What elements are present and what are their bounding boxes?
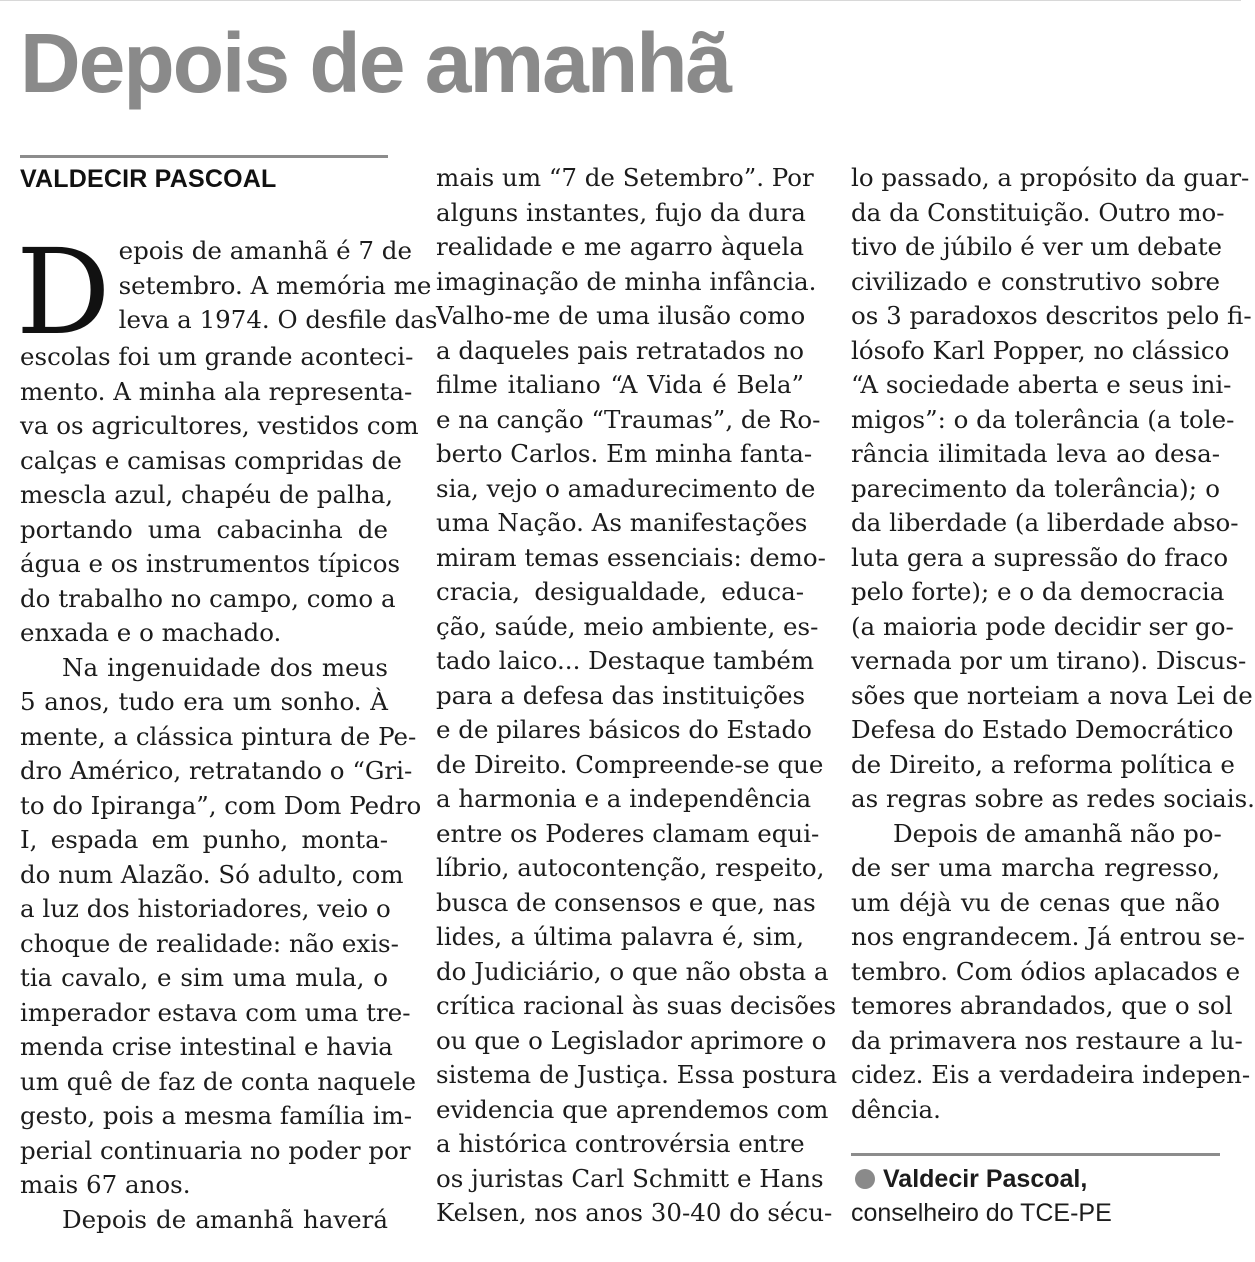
column-1: [16, 155, 438, 1237]
text-line: realidade e me agarro àquela: [436, 232, 804, 261]
text-line: mais um “7 de Setembro”. Por: [436, 163, 814, 192]
column-2: [436, 161, 838, 1231]
text-line: busca de consensos e que, nas: [436, 887, 816, 917]
text-line: dência.: [851, 1094, 941, 1124]
text-line: portando uma cabacinha de: [20, 514, 388, 544]
author-signature: [851, 1162, 1220, 1230]
text-line: parecimento da tolerância); o: [851, 473, 1220, 503]
text-line: um déjà vu de cenas que não: [851, 887, 1220, 917]
text-line: epois de amanhã é 7 de: [118, 236, 412, 265]
text-line: cracia, desigualdade, educa-: [436, 577, 804, 606]
byline-rule: [20, 155, 388, 158]
text-line: nos engrandecem. Já entrou se-: [851, 922, 1245, 951]
text-line: leva a 1974. O desfile das: [118, 305, 438, 334]
text-line: choque de realidade: não exis-: [20, 928, 399, 958]
text-line: evidencia que aprendemos com: [436, 1094, 829, 1124]
text-line: mento. A minha ala representa-: [20, 376, 413, 406]
text-line: (a maioria pode decidir ser go-: [851, 611, 1234, 641]
text-line: migos”: o da tolerância (a tole-: [851, 404, 1235, 434]
text-line: “A sociedade aberta e seus ini-: [851, 370, 1232, 399]
text-line: de Direito. Compreende-se que: [436, 749, 824, 779]
signature-rule: [851, 1153, 1220, 1156]
text-line: alguns instantes, fujo da dura: [436, 197, 806, 227]
text-line: calças e camisas compridas de: [20, 445, 402, 475]
text-line: crítica racional às suas decisões: [436, 991, 837, 1020]
text-line: setembro. A memória me: [118, 270, 432, 300]
signature-role: conselheiro do TCE-PE: [851, 1199, 1112, 1227]
text-line: berto Carlos. Em minha fanta-: [436, 439, 813, 468]
text-line: os 3 paradoxos descritos pelo fi-: [851, 301, 1252, 330]
text-line: e na canção “Traumas”, de Ro-: [436, 404, 821, 434]
text-line: ou que o Legislador aprimore o: [436, 1025, 827, 1055]
text-line: lósofo Karl Popper, no clássico: [851, 335, 1230, 365]
text-line: tia cavalo, e sim uma mula, o: [20, 963, 388, 992]
text-line: sões que norteiam a nova Lei de: [851, 680, 1253, 710]
text-line: to do Ipiranga”, com Dom Pedro: [20, 790, 422, 820]
text-line: civilizado e construtivo sobre: [851, 266, 1220, 296]
signature-name: Valdecir Pascoal,: [883, 1165, 1088, 1193]
drop-cap: D: [16, 223, 111, 361]
text-line: um quê de faz de conta naquele: [20, 1066, 417, 1096]
text-line: Na ingenuidade dos meus: [62, 652, 388, 682]
text-line: enxada e o machado.: [20, 618, 282, 647]
text-line: Kelsen, nos anos 30-40 do sécu-: [436, 1198, 833, 1227]
text-line: tivo de júbilo é ver um debate: [851, 232, 1223, 261]
text-line: Depois de amanhã haverá: [62, 1204, 388, 1234]
text-line: cidez. Eis a verdadeira indepen-: [851, 1060, 1251, 1089]
text-line: sia, vejo o amadurecimento de: [436, 473, 816, 503]
text-line: filme italiano “A Vida é Bela”: [436, 370, 804, 399]
text-line: de Direito, a reforma política e: [851, 749, 1235, 779]
text-line: do num Alazão. Só adulto, com: [20, 859, 404, 889]
text-line: gesto, pois a mesma família im-: [20, 1101, 413, 1130]
text-line: líbrio, autocontenção, respeito,: [436, 853, 825, 882]
text-line: Valho-me de uma ilusão como: [436, 301, 806, 330]
text-line: pelo forte); e o da democracia: [851, 577, 1225, 606]
text-line: perial continuaria no poder por: [20, 1135, 411, 1165]
text-line: água e os instrumentos típicos: [20, 549, 401, 578]
text-line: e de pilares básicos do Estado: [436, 715, 812, 744]
text-line: mente, a clássica pintura de Pe-: [20, 721, 417, 751]
text-line: os juristas Carl Schmitt e Hans: [436, 1163, 824, 1193]
text-line: tembro. Com ódios aplacados e: [851, 956, 1241, 986]
text-line: 5 anos, tudo era um sonho. À: [20, 687, 388, 716]
text-line: Depois de amanhã não po-: [893, 818, 1222, 848]
text-line: ção, saúde, meio ambiente, es-: [436, 611, 819, 641]
text-line: entre os Poderes clamam equi-: [436, 818, 820, 848]
text-line: vernada por um tirano). Discus-: [851, 646, 1247, 675]
text-line: rância ilimitada leva ao desa-: [851, 439, 1220, 468]
text-line: para a defesa das instituições: [436, 680, 806, 710]
text-line: temores abrandados, que o sol: [851, 991, 1233, 1020]
text-line: a daqueles pais retratados no: [436, 335, 804, 365]
text-line: imaginação de minha infância.: [436, 266, 817, 296]
text-line: escolas foi um grande aconteci-: [20, 342, 414, 371]
text-line: da primavera nos restaure a lu-: [851, 1025, 1243, 1055]
headline: Depois de amanhã: [20, 16, 731, 110]
text-line: dro Américo, retratando o “Gri-: [20, 756, 413, 785]
text-line: da liberdade (a liberdade abso-: [851, 508, 1239, 537]
text-line: miram temas essenciais: demo-: [436, 542, 826, 572]
text-line: mais 67 anos.: [20, 1170, 191, 1199]
text-line: do Judiciário, o que não obsta a: [436, 956, 829, 986]
text-line: tado laico... Destaque também: [436, 646, 815, 675]
text-line: imperador estava com uma tre-: [20, 997, 411, 1027]
column-3: [851, 161, 1255, 1230]
text-line: de ser uma marcha regresso,: [851, 853, 1220, 882]
text-line: mescla azul, chapéu de palha,: [20, 480, 394, 509]
bullet-icon: [855, 1169, 875, 1189]
text-line: I, espada em punho, monta-: [20, 825, 388, 854]
text-line: uma Nação. As manifestações: [436, 508, 808, 537]
text-line: lides, a última palavra é, sim,: [436, 922, 804, 951]
text-line: sistema de Justiça. Essa postura: [436, 1060, 838, 1089]
text-line: menda crise intestinal e havia: [20, 1032, 393, 1061]
text-line: a harmonia e a independência: [436, 784, 812, 813]
text-line: da da Constituição. Outro mo-: [851, 197, 1225, 227]
text-line: va os agricultores, vestidos com: [20, 411, 419, 440]
text-line: a histórica controvérsia entre: [436, 1129, 805, 1158]
text-line: luta gera a supressão do fraco: [851, 542, 1229, 572]
author-byline: VALDECIR PASCOAL: [20, 165, 277, 193]
text-line: do trabalho no campo, como a: [20, 583, 396, 613]
text-line: lo passado, a propósito da guar-: [851, 163, 1250, 192]
text-line: a luz dos historiadores, veio o: [20, 894, 391, 923]
text-line: as regras sobre as redes sociais.: [851, 784, 1255, 813]
text-line: Defesa do Estado Democrático: [851, 715, 1234, 744]
